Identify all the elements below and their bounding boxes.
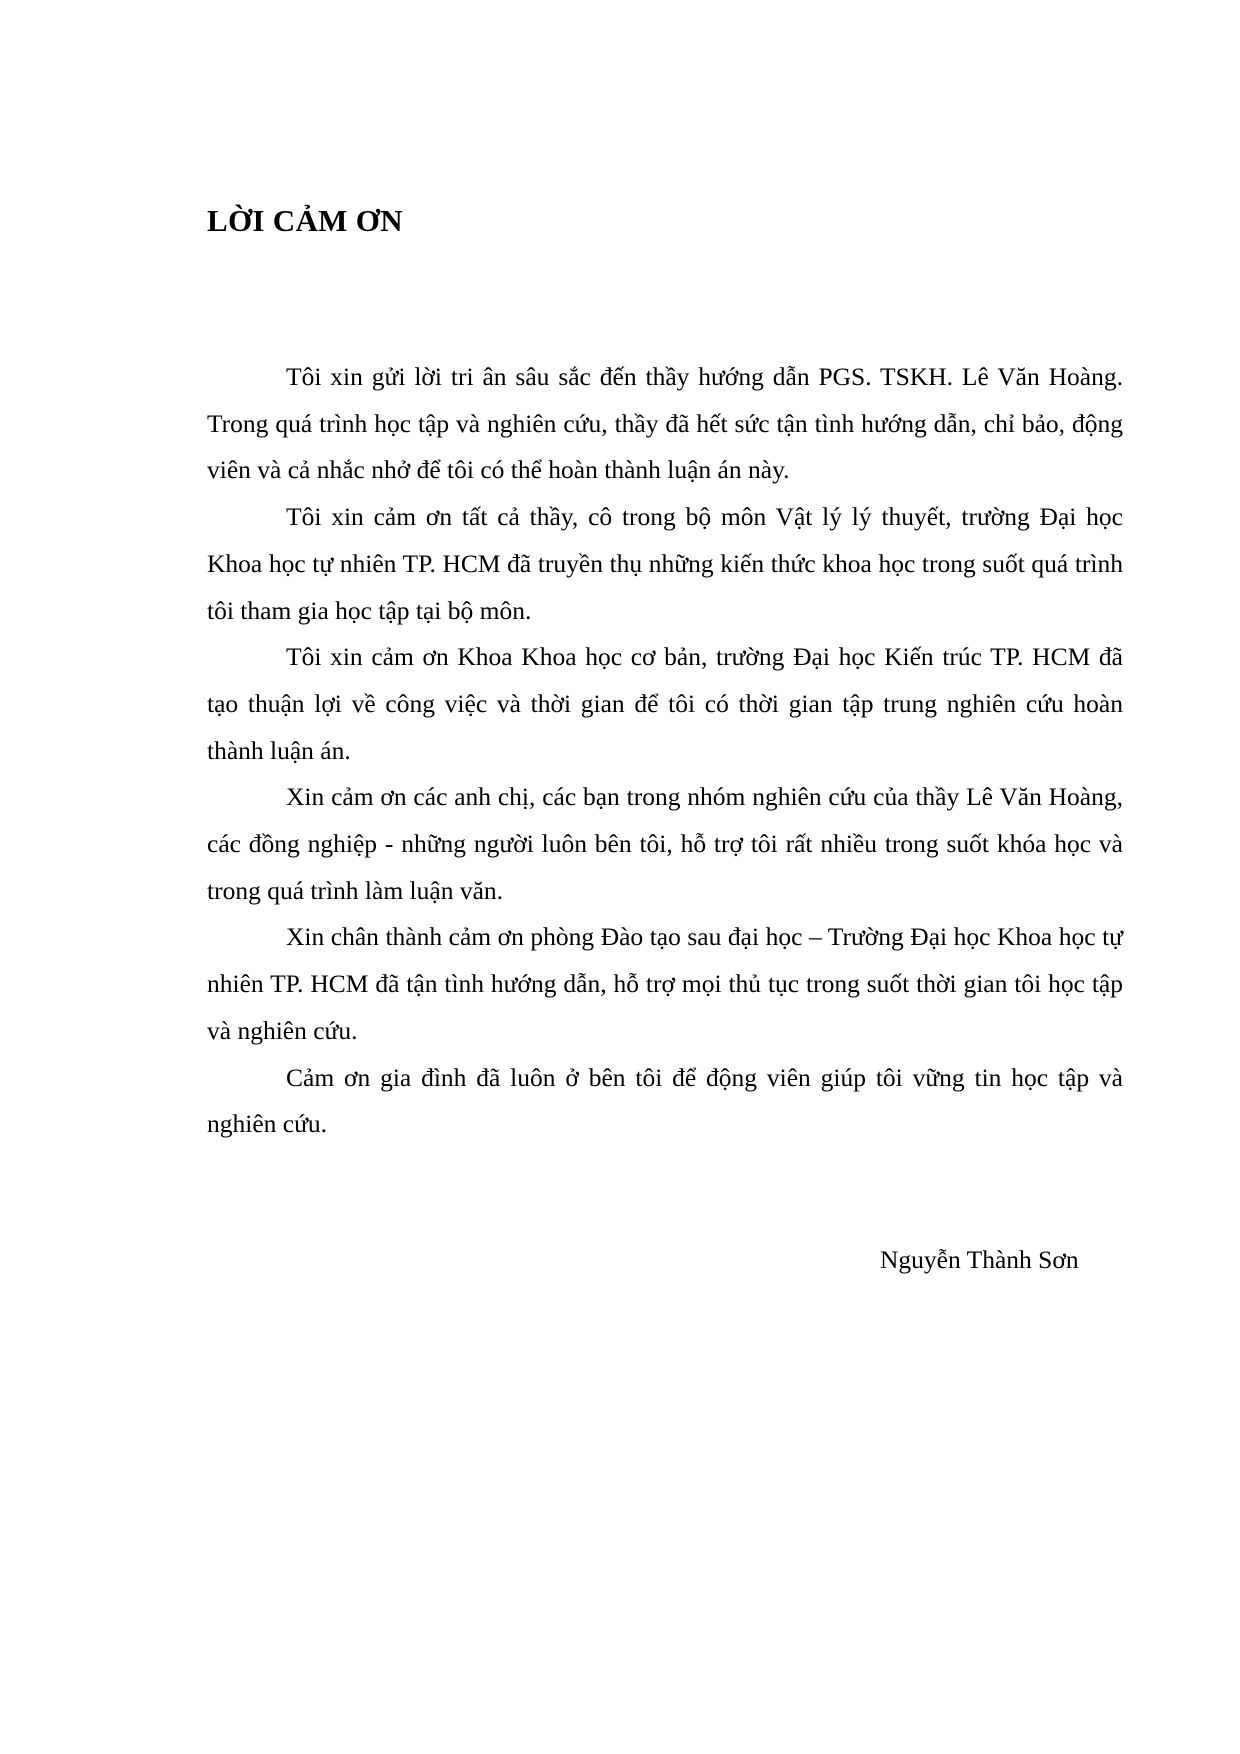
paragraph-research-group: Xin cảm ơn các anh chị, các bạn trong nhóm nghiên cứu của thầy Lê Văn Hoàng, các đồng nghiệp - những người luôn bên tôi, hỗ trợ tôi rất nhiều trong suốt khóa học và trong quá trình làm luận văn. bbox=[207, 782, 1123, 905]
page-title: LỜI CẢM ƠN bbox=[207, 203, 403, 238]
paragraph-graduate-office: Xin chân thành cảm ơn phòng Đào tạo sau đại học – Trường Đại học Khoa học tự nhiên TP. HCM đã tận tình hướng dẫn, hỗ trợ mọi thủ tục trong suốt thời gian tôi học tập và nghiên cứu. bbox=[207, 922, 1123, 1045]
author-signature: Nguyễn Thành Sơn bbox=[880, 1245, 1079, 1274]
paragraph-advisor: Tôi xin gửi lời tri ân sâu sắc đến thầy hướng dẫn PGS. TSKH. Lê Văn Hoàng. Trong quá trình học tập và nghiên cứu, thầy đã hết sức tận tình hướng dẫn, chỉ bảo, động viên và cả nhắc nhở để tôi có thể hoàn thành luận án này. bbox=[207, 362, 1123, 485]
acknowledgement-body bbox=[207, 354, 1123, 1148]
paragraph-department: Tôi xin cảm ơn tất cả thầy, cô trong bộ môn Vật lý lý thuyết, trường Đại học Khoa học tự nhiên TP. HCM đã truyền thụ những kiến thức khoa học trong suốt quá trình tôi tham gia học tập tại bộ môn. bbox=[207, 502, 1123, 625]
paragraph-faculty: Tôi xin cảm ơn Khoa Khoa học cơ bản, trường Đại học Kiến trúc TP. HCM đã tạo thuận lợi về công việc và thời gian để tôi có thời gian tập trung nghiên cứu hoàn thành luận án. bbox=[207, 642, 1123, 765]
paragraph-family: Cảm ơn gia đình đã luôn ở bên tôi để động viên giúp tôi vững tin học tập và nghiên cứu. bbox=[207, 1062, 1123, 1139]
